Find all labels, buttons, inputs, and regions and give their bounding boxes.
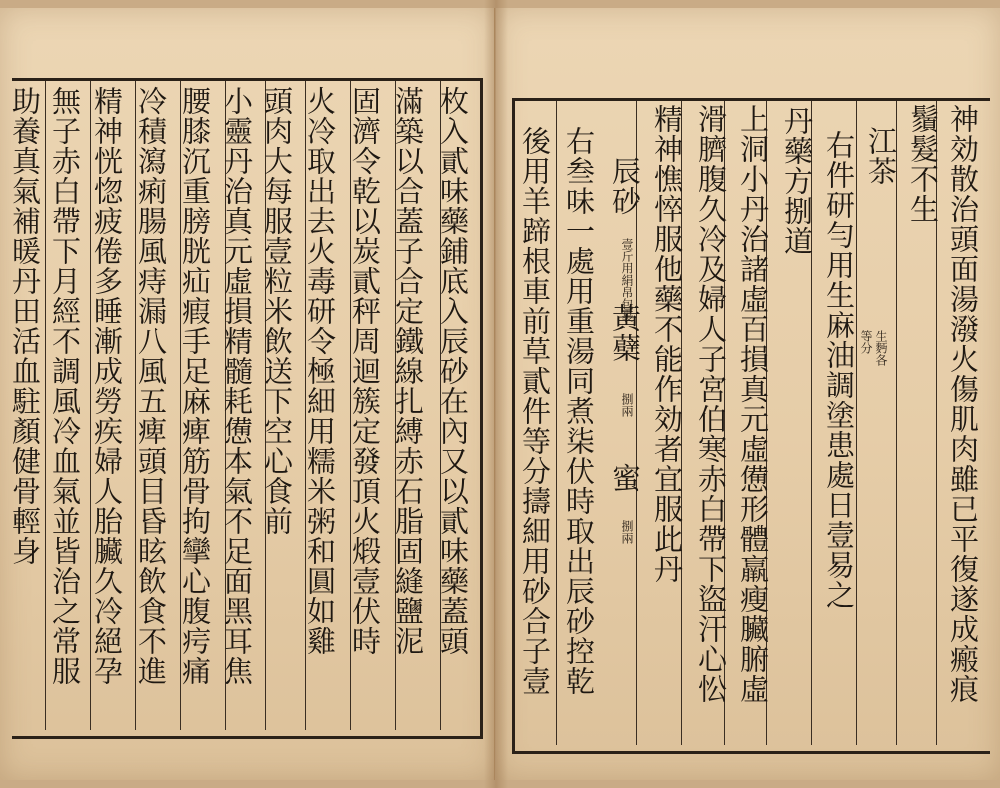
text-column-5: 頭肉大每服壹粒米飲送下空心食前	[260, 86, 294, 536]
text-column-10: 無子赤白帶下月經不調風冷血氣並皆治之常服	[48, 86, 82, 686]
text-column-1: 神効散治頭面湯潑火傷肌肉雖已平復遂成瘢痕	[946, 104, 980, 704]
right-page	[496, 8, 1000, 780]
text-column-2: 滿築以合蓋子合定鐵線扎縛赤石脂固縫鹽泥	[391, 86, 425, 656]
text-column-7: 腰膝沉重膀胱疝瘕手足麻痺筋骨拘攣心腹疞痛	[178, 86, 212, 686]
text-column-6: 小靈丹治真元虛損精髓耗憊本氣不足面黑耳焦	[220, 86, 254, 686]
text-column-7: 滑臍腹久冷及婦人子宮伯寒赤白帶下盜汗心忪	[694, 104, 728, 704]
text-column-11: 助養真氣補暖丹田活血駐顏健骨輕身	[8, 86, 42, 566]
ingredient-huangbo: 黃蘗	[608, 303, 642, 363]
text-column-3: 江茶	[864, 126, 898, 186]
interlinear-note: 捌兩	[620, 520, 634, 544]
interlinear-note: 等分	[859, 330, 873, 354]
text-column-10: 右叁味一處用重湯同煮柒伏時取出辰砂控乾	[562, 126, 596, 696]
text-column-9: 精神恍惚疲倦多睡漸成勞疾婦人胎臟久冷絕孕	[90, 86, 124, 686]
text-column-5: 丹藥方捌道	[780, 106, 814, 256]
interlinear-note: 壹斤用絹帛包裹	[620, 238, 634, 322]
interlinear-note: 生麪各	[874, 330, 888, 366]
text-column-3: 固濟令乾以炭貳秤周迴簇定發頂火煅壹伏時	[348, 86, 382, 656]
text-column-2: 鬚髮不生	[906, 104, 940, 224]
book-gutter	[484, 0, 508, 788]
text-column-4: 右件研勻用生麻油調塗患處日壹易之	[822, 130, 856, 610]
text-column-6: 上洞小丹治諸虛百損真元虛憊形體羸瘦臟腑虛	[736, 104, 770, 704]
left-page	[0, 8, 495, 780]
text-column-8: 精神憔悴服他藥不能作効者宜服此丹	[650, 104, 684, 584]
interlinear-note: 捌兩	[620, 393, 634, 417]
text-column-1: 枚入貳味藥鋪底入辰砂在內又以貳味藥蓋頭	[436, 86, 470, 656]
text-column-8: 冷積瀉痢腸風痔漏八風五痺頭目昏眩飲食不進	[134, 86, 168, 686]
text-column-4: 火冷取出去火毒研令極細用糯米粥和圓如雞	[303, 86, 337, 656]
text-column-11: 後用羊蹄根車前草貳件等分擣細用砂合子壹	[518, 126, 552, 696]
text-column-9: 辰砂	[608, 156, 642, 216]
ingredient-honey: 蜜	[608, 463, 642, 493]
